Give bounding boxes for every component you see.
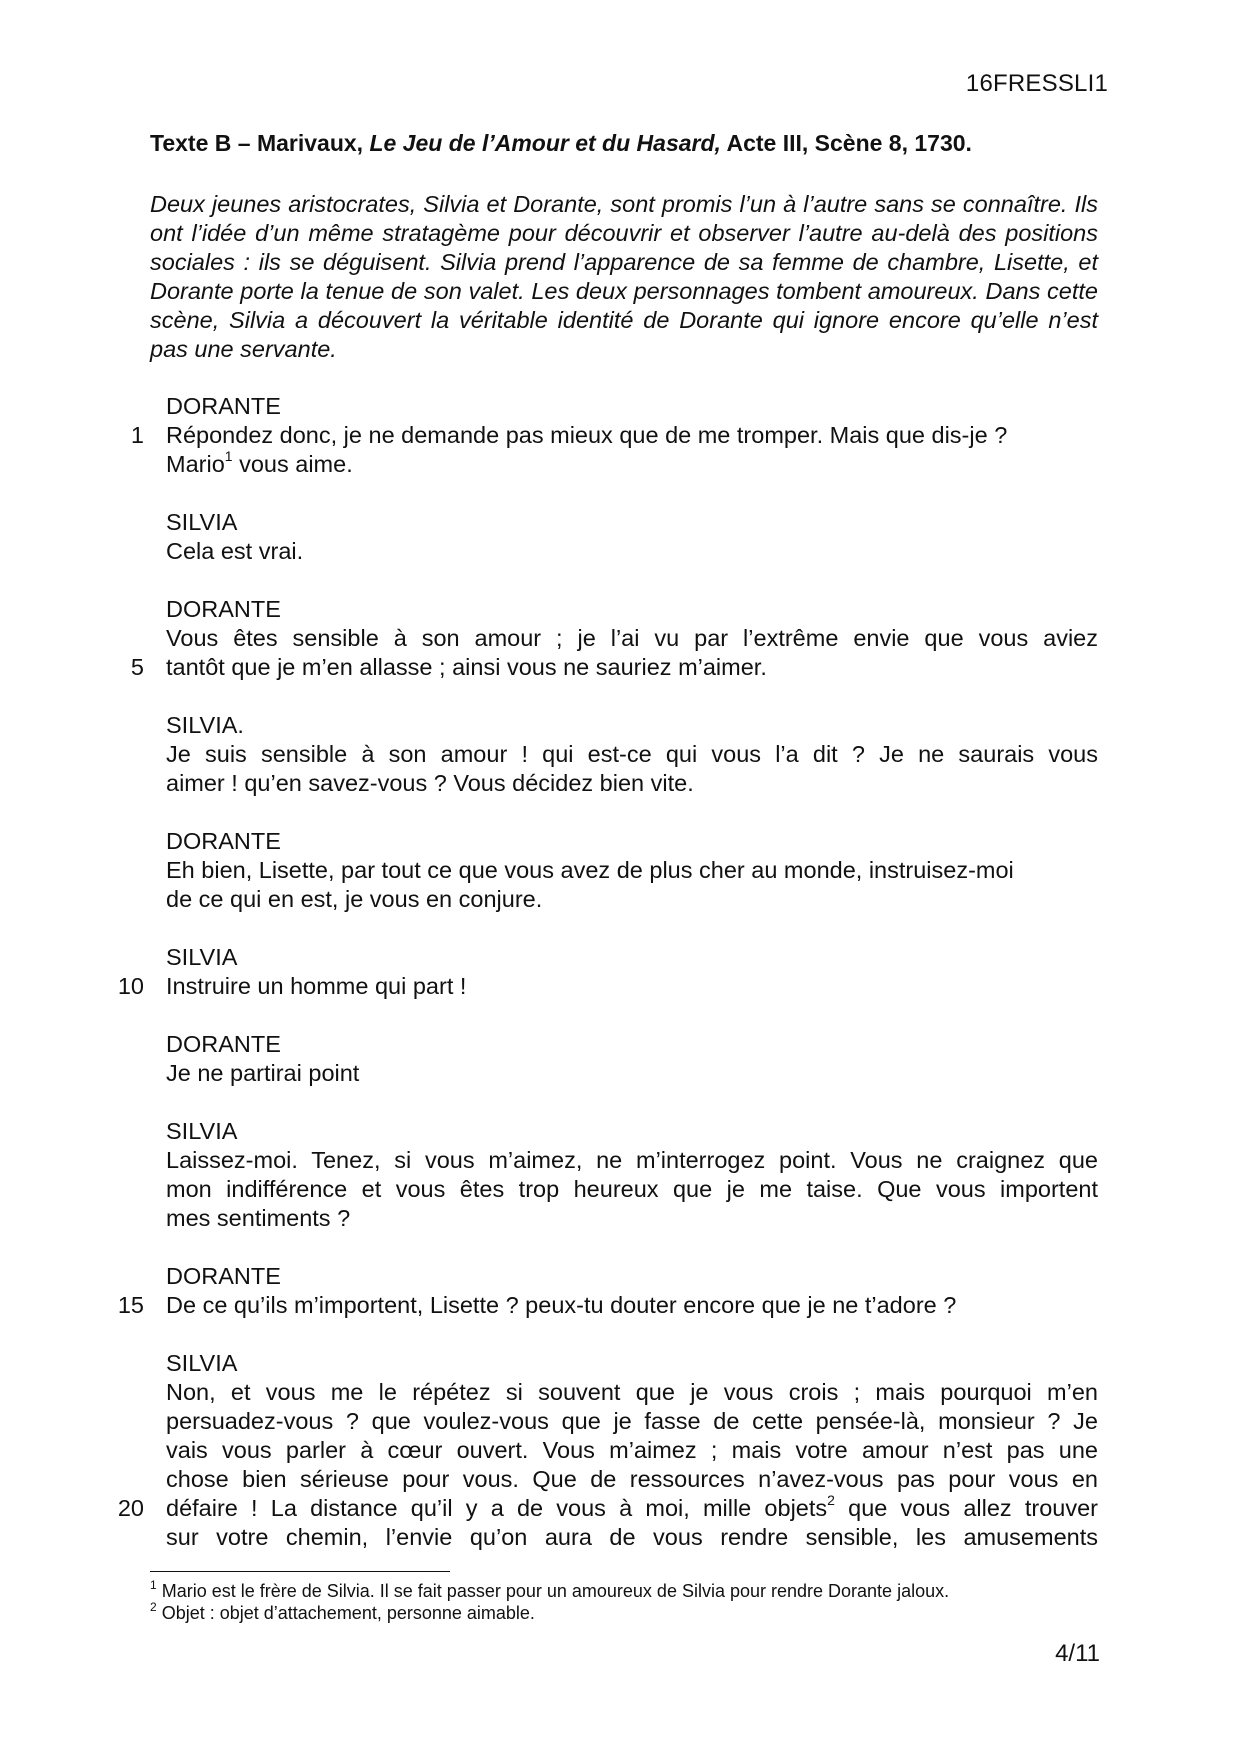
footnote (150, 1602, 949, 1624)
speech-line (117, 972, 1098, 1001)
dialogue (117, 392, 1099, 1581)
speech-line (166, 1204, 1098, 1233)
speaker-name: DORANTE (166, 596, 281, 622)
footnote-ref: 1 (224, 448, 233, 465)
speech-line (166, 1059, 1098, 1088)
footnote-text: Objet : objet d’attachement, personne aimable. (161, 1603, 535, 1623)
footnote-text: Mario est le frère de Silvia. Il se fait passer pour un amoureux de Silvia pour rendre Dorante jaloux. (161, 1581, 950, 1601)
speech-line (166, 885, 1098, 914)
speaker-name: SILVIA (166, 509, 238, 535)
speech-line (166, 1175, 1098, 1204)
speaker-name: DORANTE (166, 1031, 281, 1057)
dialogue-block (166, 711, 1098, 798)
speech-text: sur votre chemin, l’envie qu’on aura de vous rendre sensible, les amusements (166, 1524, 1098, 1550)
intro-paragraph: Deux jeunes aristocrates, Silvia et Dorante, sont promis l’un à l’autre sans se connaître. Ils ont l’idée d’un même stratagème pour découvrir et observer l’autre au-delà des positions sociales : ils se déguisent. Silvia prend l’apparence de sa femme de chambre, Lisette, et Dorante porte la tenue de son valet. Les deux personnages tombent amoureux. Dans cette scène, Silvia a découvert la véritable identité de Dorante qui ignore encore qu’elle n’est pas une servante. (150, 191, 1098, 362)
text-title (150, 130, 972, 157)
speech-line (166, 537, 1098, 566)
speech-text: Eh bien, Lisette, par tout ce que vous avez de plus cher au monde, instruisez-moi (166, 857, 1014, 883)
speech-line (166, 1407, 1098, 1436)
speech-line (166, 624, 1098, 653)
speech-line (117, 1291, 1098, 1320)
dialogue-block (166, 508, 1098, 566)
speaker-name: DORANTE (166, 393, 281, 419)
speech-line (166, 1523, 1098, 1552)
page-number: 4/11 (1055, 1640, 1100, 1667)
footnotes (150, 1580, 949, 1624)
speech-text: chose bien sérieuse pour vous. Que de ressources n’avez-vous pas pour vous en (166, 1466, 1098, 1492)
speech-text: vais vous parler à cœur ouvert. Vous m’aimez ; mais votre amour n’est pas une (166, 1437, 1098, 1463)
dialogue-block (117, 1262, 1098, 1320)
speech-text: Cela est vrai. (166, 538, 304, 564)
dialogue-block (130, 392, 1098, 479)
speech-line (117, 1492, 1099, 1523)
speech-line (166, 856, 1098, 885)
speech-text: mon indifférence et vous êtes trop heureux que je me taise. Que vous importent (166, 1176, 1098, 1202)
title-suffix: Acte III, Scène 8, 1730. (720, 130, 972, 156)
speaker-name: SILVIA (166, 1118, 238, 1144)
speech-line (130, 653, 1098, 682)
speech-line (166, 1378, 1098, 1407)
title-work: Le Jeu de l’Amour et du Hasard, (369, 130, 721, 156)
footnote-ref: 2 (827, 1492, 835, 1509)
speech-text: Vous êtes sensible à son amour ; je l’ai vu par l’extrême envie que vous aviez (166, 625, 1098, 651)
speech-text: Mario (166, 451, 225, 477)
speech-text: Je suis sensible à son amour ! qui est-ce qui vous l’a dit ? Je ne saurais vous (166, 741, 1098, 767)
speech-line (166, 740, 1098, 769)
speech-text: Instruire un homme qui part ! (166, 973, 467, 999)
footnote-divider (150, 1571, 450, 1572)
speaker-name: SILVIA (166, 1350, 238, 1376)
speech-text: Je ne partirai point (166, 1060, 360, 1086)
line-number: 15 (117, 1292, 144, 1318)
footnote-mark: 2 (150, 1600, 157, 1614)
line-number: 10 (117, 973, 144, 999)
speaker-name: DORANTE (166, 1263, 281, 1289)
line-number: 20 (117, 1495, 144, 1521)
speech-line (166, 1436, 1098, 1465)
speech-line (166, 1146, 1098, 1175)
speech-text-cont: que vous allez trouver (834, 1495, 1099, 1521)
speech-text: mes sentiments ? (166, 1205, 351, 1231)
speech-text: de ce qui en est, je vous en conjure. (166, 886, 543, 912)
speaker-name: SILVIA (166, 944, 238, 970)
speech-text: aimer ! qu’en savez-vous ? Vous décidez bien vite. (166, 770, 694, 796)
dialogue-block (117, 943, 1098, 1001)
speech-text-cont: vous aime. (232, 451, 353, 477)
line-number: 5 (130, 654, 144, 680)
speaker-name: DORANTE (166, 828, 281, 854)
speech-text: Répondez donc, je ne demande pas mieux que de me tromper. Mais que dis-je ? (166, 422, 1008, 448)
dialogue-block (130, 595, 1098, 682)
speech-text: Non, et vous me le répétez si souvent que je vous crois ; mais pourquoi m’en (166, 1379, 1098, 1405)
speech-line (166, 450, 1098, 479)
dialogue-block (166, 1117, 1098, 1233)
speech-text: tantôt que je m’en allasse ; ainsi vous ne sauriez m’aimer. (166, 654, 767, 680)
speech-text: persuadez-vous ? que voulez-vous que je fasse de cette pensée-là, monsieur ? Je (166, 1408, 1098, 1434)
speaker-name: SILVIA. (166, 712, 244, 738)
speech-line (166, 1465, 1098, 1494)
speech-line (130, 421, 1098, 450)
speech-text: De ce qu’ils m’importent, Lisette ? peux-tu douter encore que je ne t’adore ? (166, 1292, 957, 1318)
title-prefix: Texte B – Marivaux, (150, 130, 370, 156)
speech-text: défaire ! La distance qu’il y a de vous à moi, mille objets (166, 1495, 828, 1521)
dialogue-block (117, 1349, 1099, 1552)
dialogue-block (166, 1030, 1098, 1088)
exam-code: 16FRESSLI1 (965, 70, 1108, 97)
footnote (150, 1580, 949, 1602)
speech-line (166, 769, 1098, 798)
dialogue-block (166, 827, 1098, 914)
footnote-mark: 1 (150, 1578, 157, 1592)
speech-text: Laissez-moi. Tenez, si vous m’aimez, ne m’interrogez point. Vous ne craignez que (166, 1147, 1098, 1173)
line-number: 1 (130, 422, 144, 448)
